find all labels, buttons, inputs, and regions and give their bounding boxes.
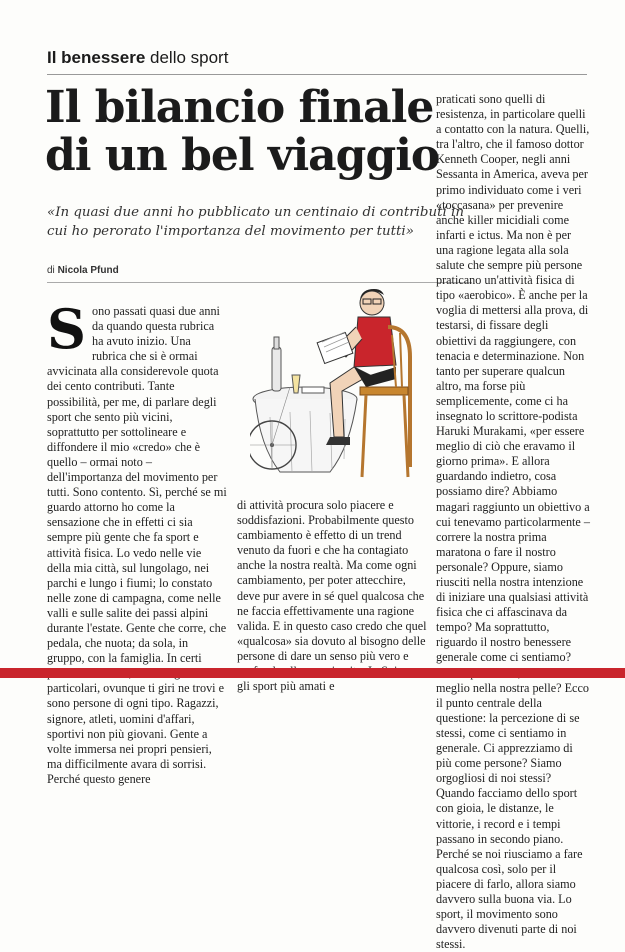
bottom-accent-bar bbox=[0, 668, 625, 678]
rubric-divider bbox=[47, 74, 587, 75]
byline-divider bbox=[47, 282, 472, 283]
byline-author: Nicola Pfund bbox=[57, 265, 119, 276]
article-column-1 bbox=[47, 297, 227, 787]
byline bbox=[47, 265, 119, 276]
article-subhead: «In quasi due anni ho pubblicato un centinaio di contributi in cui ho perorato l'importanza del movimento per tutti» bbox=[47, 205, 464, 239]
rubric-bold: Il benessere bbox=[47, 48, 146, 67]
rubric-rest: dello sport bbox=[145, 48, 229, 67]
section-rubric bbox=[47, 48, 228, 68]
headline-line-2: di un bel viaggio bbox=[45, 130, 440, 181]
byline-prefix: di bbox=[47, 265, 58, 276]
column-1-text: ono passati quasi due anni da quando questa rubrica ha avuto inizio. Una rubrica che si è ormai avvicinata alla considerevole quota dei cento contributi. Tante possibilità, per me, di parlare degli sport che sento più vicini, soprattutto per sottolineare e diffondere il mio «credo» che è quello – ormai noto – dell'importanza del movimento per tutti. Sono contento. Sì, perché se mi guardo attorno ho come la sensazione che in effetti ci sia sempre più gente che fa sport e attività fisica. Lo vedo nelle vie della mia città, sul lungolago, nei parchi e lungo i fiumi; lo constato nelle zone di campagna, come nelle valli e sulle salite dei passi alpini durante l'estate. Gente che corre, che pedala, che nuota; da sola, in gruppo, con la famiglia. In certi particolari, ovunque ti giri ne trovi e sono persone di ogni tipo. Ragazzi, signore, atleti, uomini d'affari, sportivi non più giovani. Gente a volte immersa nei propri pensieri, ma difficilmente avara di sorrisi. Perché questo genere bbox=[47, 304, 227, 786]
article-column-3: praticati sono quelli di resistenza, in particolare quelli a contatto con la natura. Quelli, tra l'altro, che il famoso dottor Kenneth Cooper, negli anni Sessanta in America, aveva per primo individuato come i veri «toccasana» per prevenire anche killer micidiali come infarti e ictus. Ma non è per una ragione legata alla sola salute che sempre più persone praticano un'attività fisica di tipo «aerobico». È anche per la voglia di mettersi alla prova, di testarsi, di fissare degli obiettivi da raggiungere, con tenacia e determinazione. Non tanto per superare qualcun altro, ma forse più semplicemente, come ci ha insegnato lo scrittore-podista Haruki Murakami, «per essere meglio di ciò che eravamo il giorno prima». E allora guardando indietro, cosa possiamo dire? Abbiamo magari raggiunto un obiettivo a cui tenevamo particolarmente – correre la nostra prima maratona o fare il nostro personale? Oppure, siamo riusciti nella nostra intenzione di iniziare una qualsiasi attività fisica che ci affascinava da tempo? Ma soprattutto, riguardo il nostro benessere generale come ci sentiamo? meglio nella nostra pelle? Ecco il punto centrale della questione: la percezione di se stessi, come ci sentiamo in generale. Ci apprezziamo di più come persone? Siamo orgogliosi di noi stessi? Quando facciamo dello sport con gioia, le distanze, le vittorie, i record e i tempi passano in secondo piano. Perché se noi riusciamo a fare qualcosa così, solo per il piacere di farlo, allora siamo davvero sulla buona via. Lo sport, il movimento sono davvero divenuti parte di noi stessi. bbox=[436, 92, 590, 952]
cyclist-cafe-illustration bbox=[250, 287, 420, 492]
article-headline bbox=[45, 84, 465, 180]
headline-line-1: Il bilancio finale bbox=[45, 82, 434, 133]
article-column-2: di attività procura solo piacere e soddisfazioni. Probabilmente questo cambiamento è effetto di un trend venuto da fuori e che ha contagiato anche la nostra realtà. Ma come ogni cambiamento, per poter attecchire, deve pur avere in sé quel qualcosa che ne faccia effettivamente una ragione valida. E in questo caso credo che quel «qualcosa» sia dovuto al bisogno delle persone di dare un senso più vero e gli sport più amati e bbox=[237, 498, 427, 694]
drop-cap: S bbox=[47, 297, 86, 361]
